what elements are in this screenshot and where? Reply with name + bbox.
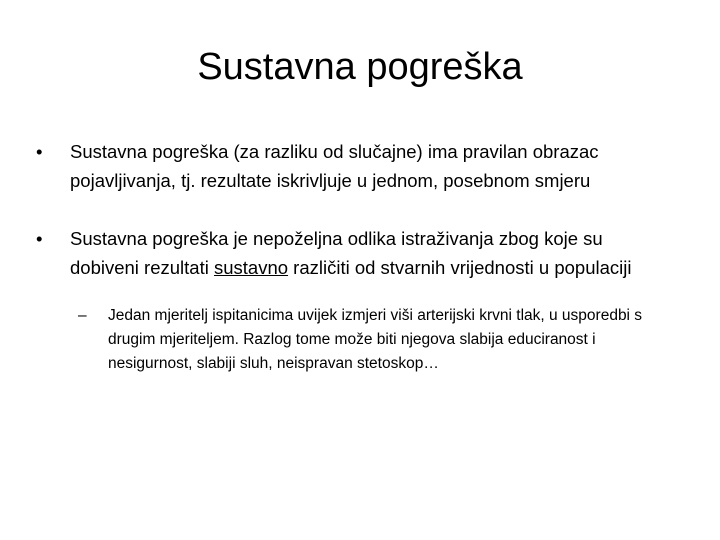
- bullet-marker: •: [36, 141, 43, 162]
- bullet-list: [36, 137, 676, 376]
- bullet-item-1: [36, 137, 676, 195]
- sub-bullet-item-1: [78, 304, 676, 376]
- bullet-text-before: Sustavna pogreška je nepoželjna odlika istraživanja zbog koje su dobiveni rezultati: [70, 228, 603, 278]
- bullet-text-after: različiti od stvarnih vrijednosti u populaciji: [288, 257, 632, 278]
- slide-title: Sustavna pogreška: [197, 46, 523, 88]
- bullet-text: Sustavna pogreška (za razliku od slučajne) ima pravilan obrazac pojavljivanja, tj. rezultate iskrivljuje u jednom, posebnom smjeru: [70, 141, 599, 191]
- sub-bullet-text: Jedan mjeritelj ispitanicima uvijek izmjeri viši arterijski krvni tlak, u usporedbi s drugim mjeriteljem. Razlog tome može biti njegova slabija educiranost i nesigurnost, slabiji sluh, neispravan stetoskop…: [108, 307, 643, 372]
- bullet-text-underlined: sustavno: [213, 257, 289, 278]
- bullet-item-2: [36, 224, 676, 376]
- bullet-marker: •: [36, 228, 43, 249]
- sub-bullet-list: [70, 304, 676, 376]
- sub-bullet-marker: –: [78, 307, 87, 324]
